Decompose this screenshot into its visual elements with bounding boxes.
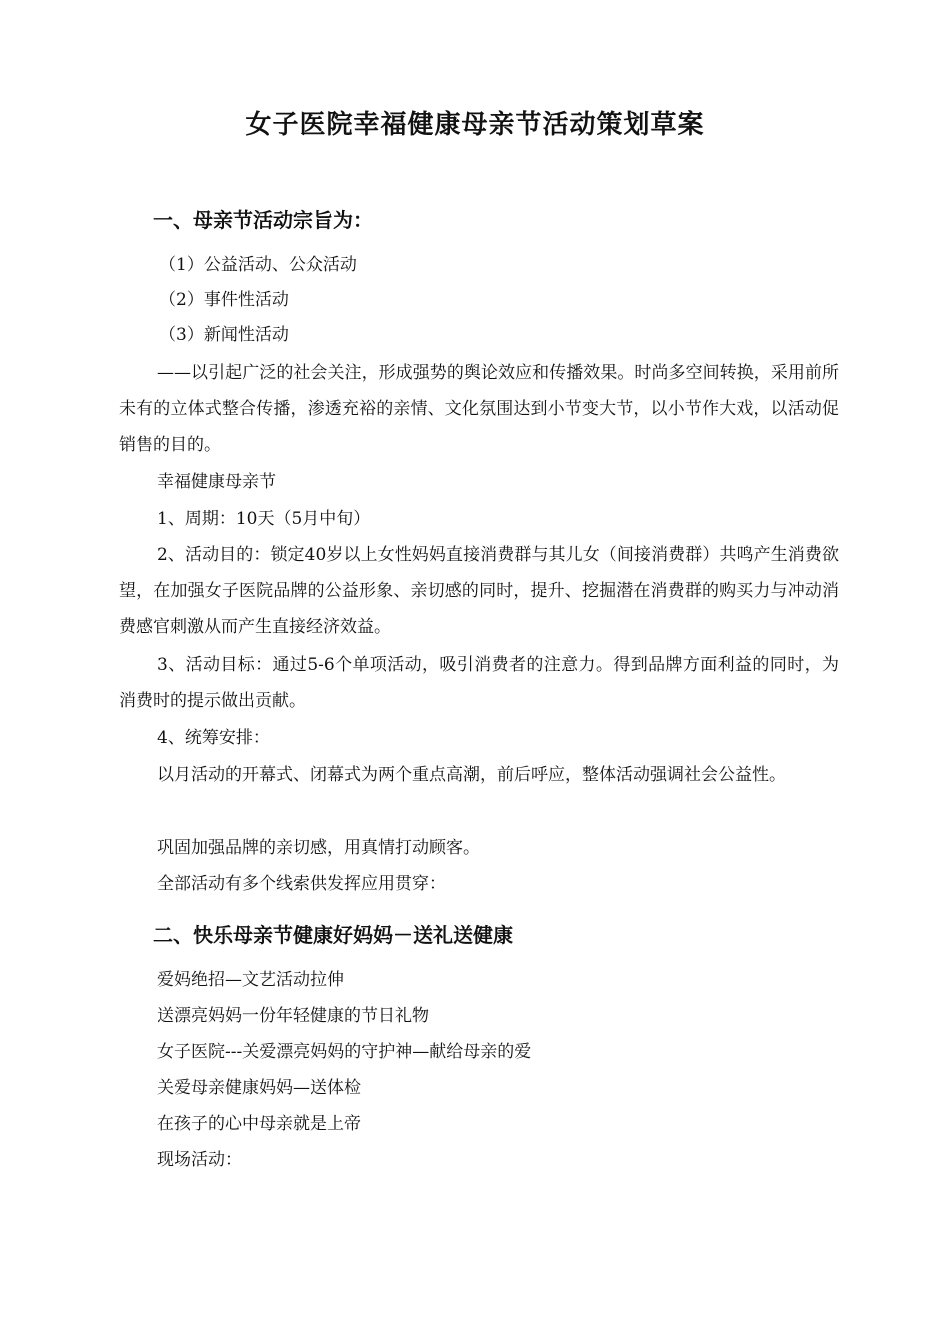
arrangement-detail-paragraph: 以月活动的开幕式、闭幕式为两个重点高潮，前后呼应，整体活动强调社会公益性。 bbox=[157, 765, 786, 785]
clues-line: 全部活动有多个线索供发挥应用贯穿： bbox=[157, 874, 446, 894]
purpose-item-1: （1）公益活动、公众活动 bbox=[159, 255, 357, 275]
purpose-item-3: （3）新闻性活动 bbox=[159, 325, 289, 345]
brand-line: 巩固加强品牌的亲切感，用真情打动顾客。 bbox=[157, 838, 480, 858]
section-2-line-5: 在孩子的心中母亲就是上帝 bbox=[157, 1114, 361, 1134]
document-title: 女子医院幸福健康母亲节活动策划草案 bbox=[245, 110, 705, 140]
purpose-item-2: （2）事件性活动 bbox=[159, 290, 289, 310]
event-period: 1、周期：10天（5月中旬） bbox=[157, 509, 371, 529]
section-2-line-2: 送漂亮妈妈一份年轻健康的节日礼物 bbox=[157, 1006, 429, 1026]
section-2-line-4: 关爱母亲健康妈妈—送体检 bbox=[157, 1078, 361, 1098]
event-purpose-paragraph: 2、活动目的：锁定40岁以上女性妈妈直接消费群与其儿女（间接消费群）共鸣产生消费欲望，在加强女子医院品牌的公益形象、亲切感的同时，提升、挖掘潜在消费群的购买力与冲动消费感官刺激从而产生直接经济效益。 bbox=[119, 545, 839, 637]
section-2-line-6: 现场活动： bbox=[157, 1150, 242, 1170]
event-name: 幸福健康母亲节 bbox=[157, 472, 276, 492]
event-target-paragraph: 3、活动目标：通过5-6个单项活动，吸引消费者的注意力。得到品牌方面利益的同时，为消费时的提示做出贡献。 bbox=[119, 655, 839, 711]
arrangement-heading: 4、统筹安排： bbox=[157, 728, 270, 748]
section-2-heading: 二、快乐母亲节健康好妈妈－送礼送健康 bbox=[153, 923, 513, 947]
purpose-paragraph: ——以引起广泛的社会关注，形成强势的舆论效应和传播效果。时尚多空间转换，采用前所未有的立体式整合传播，渗透充裕的亲情、文化氛围达到小节变大节，以小节作大戏，以活动促销售的目的。 bbox=[119, 363, 839, 455]
section-2-line-3: 女子医院---关爱漂亮妈妈的守护神—献给母亲的爱 bbox=[157, 1042, 532, 1062]
section-1-heading: 一、母亲节活动宗旨为： bbox=[153, 208, 373, 232]
section-2-line-1: 爱妈绝招—文艺活动拉伸 bbox=[157, 970, 344, 990]
